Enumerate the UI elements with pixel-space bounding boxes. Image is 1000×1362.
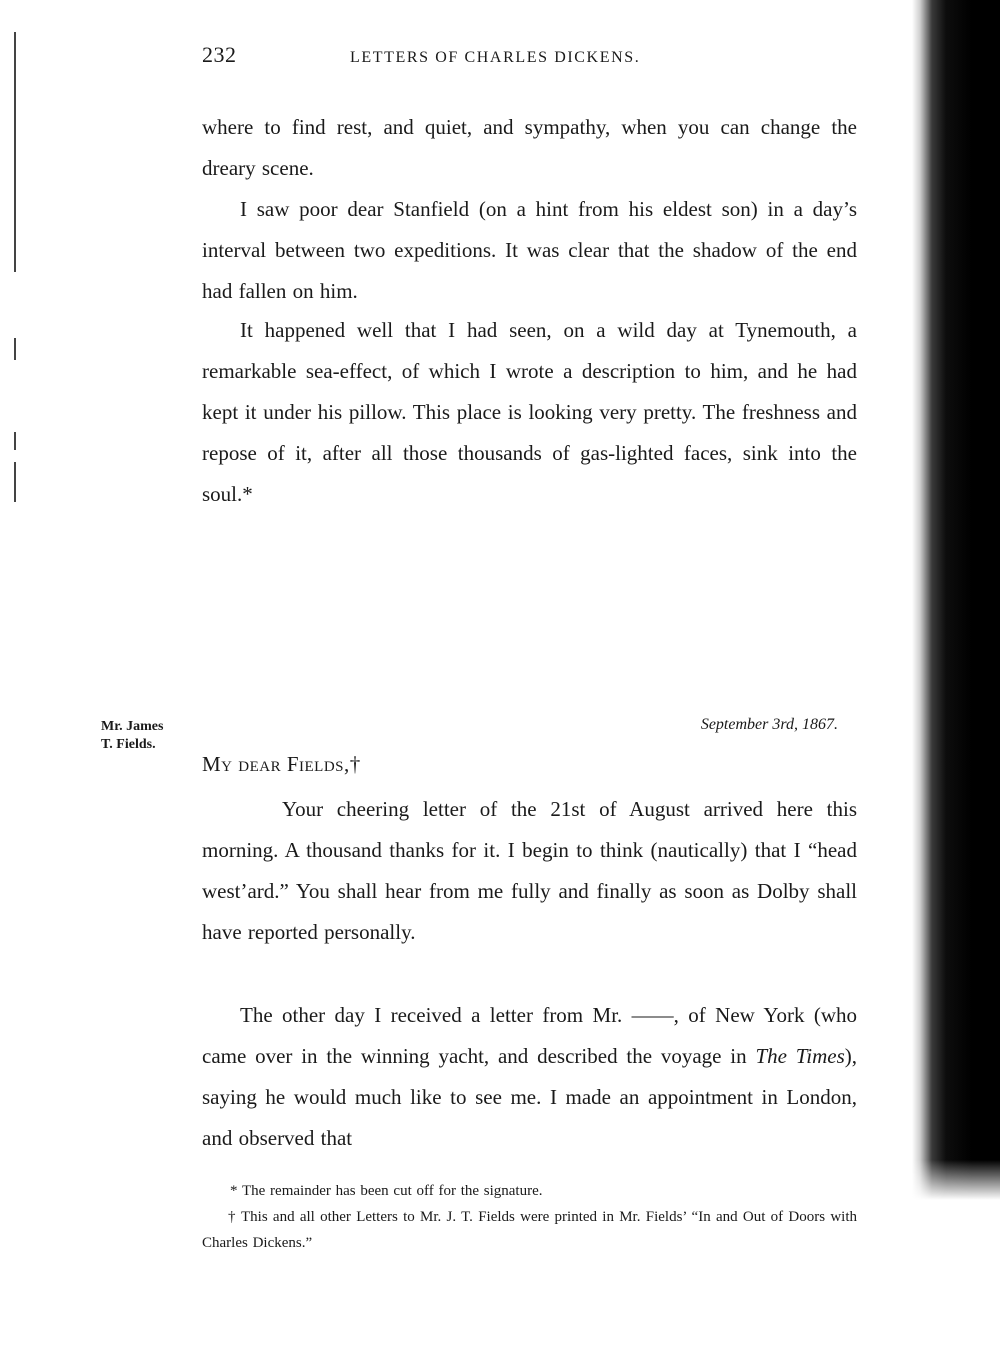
footnote: * The remainder has been cut off for the signature.: [230, 1183, 543, 1199]
body-paragraph: where to find rest, and quiet, and sympathy, when you can change the dreary scene.: [202, 115, 857, 180]
margin-note-line: T. Fields.: [101, 737, 156, 752]
text-run: The other day I received a letter from Mr. ——, of New York (who came over in the winning yacht, and described the voyage in: [202, 1003, 857, 1068]
scan-edge-mark: [14, 338, 16, 360]
binding-shadow-fade: [912, 1160, 1000, 1362]
body-paragraph: It happened well that I had seen, on a wild day at Tynemouth, a remarkable sea-effect, of which I wrote a description to him, and he had kept it under his pillow. This place is looking very pretty. The freshness and repose of it, after all those thousands of gas-lighted faces, sink into the soul.*: [202, 318, 857, 506]
newspaper-title: The Times: [755, 1044, 845, 1068]
scan-edge-mark: [14, 432, 16, 450]
page-number: 232: [202, 42, 237, 67]
margin-note-recipient: [101, 718, 163, 754]
letter-salutation: My dear Fields,†: [202, 752, 361, 776]
scan-edge-mark: [14, 32, 16, 272]
margin-note-line: Mr. James: [101, 719, 164, 734]
letter-paragraph: Your cheering letter of the 21st of August arrived here this morning. A thousand thanks for it. I begin to think (nautically) that I “head west’ard.” You shall hear from me fully and finally as soon as Dolby shall have reported personally.: [202, 797, 857, 944]
letter-date: September 3rd, 1867.: [700, 716, 838, 733]
text-run: ), saying he would much like to see me. I made an appointment in London, and observed that: [202, 1044, 858, 1150]
running-head: LETTERS OF CHARLES DICKENS.: [350, 49, 641, 66]
scan-edge-mark: [14, 462, 16, 502]
page-binding-shadow: [912, 0, 1000, 1362]
footnote: † This and all other Letters to Mr. J. T. Fields were printed in Mr. Fields’ “In and Out of Doors with Charles Dickens.”: [202, 1209, 857, 1251]
body-paragraph: I saw poor dear Stanfield (on a hint from his eldest son) in a day’s interval between two expeditions. It was clear that the shadow of the end had fallen on him.: [202, 197, 857, 303]
letter-paragraph: [202, 995, 857, 1159]
